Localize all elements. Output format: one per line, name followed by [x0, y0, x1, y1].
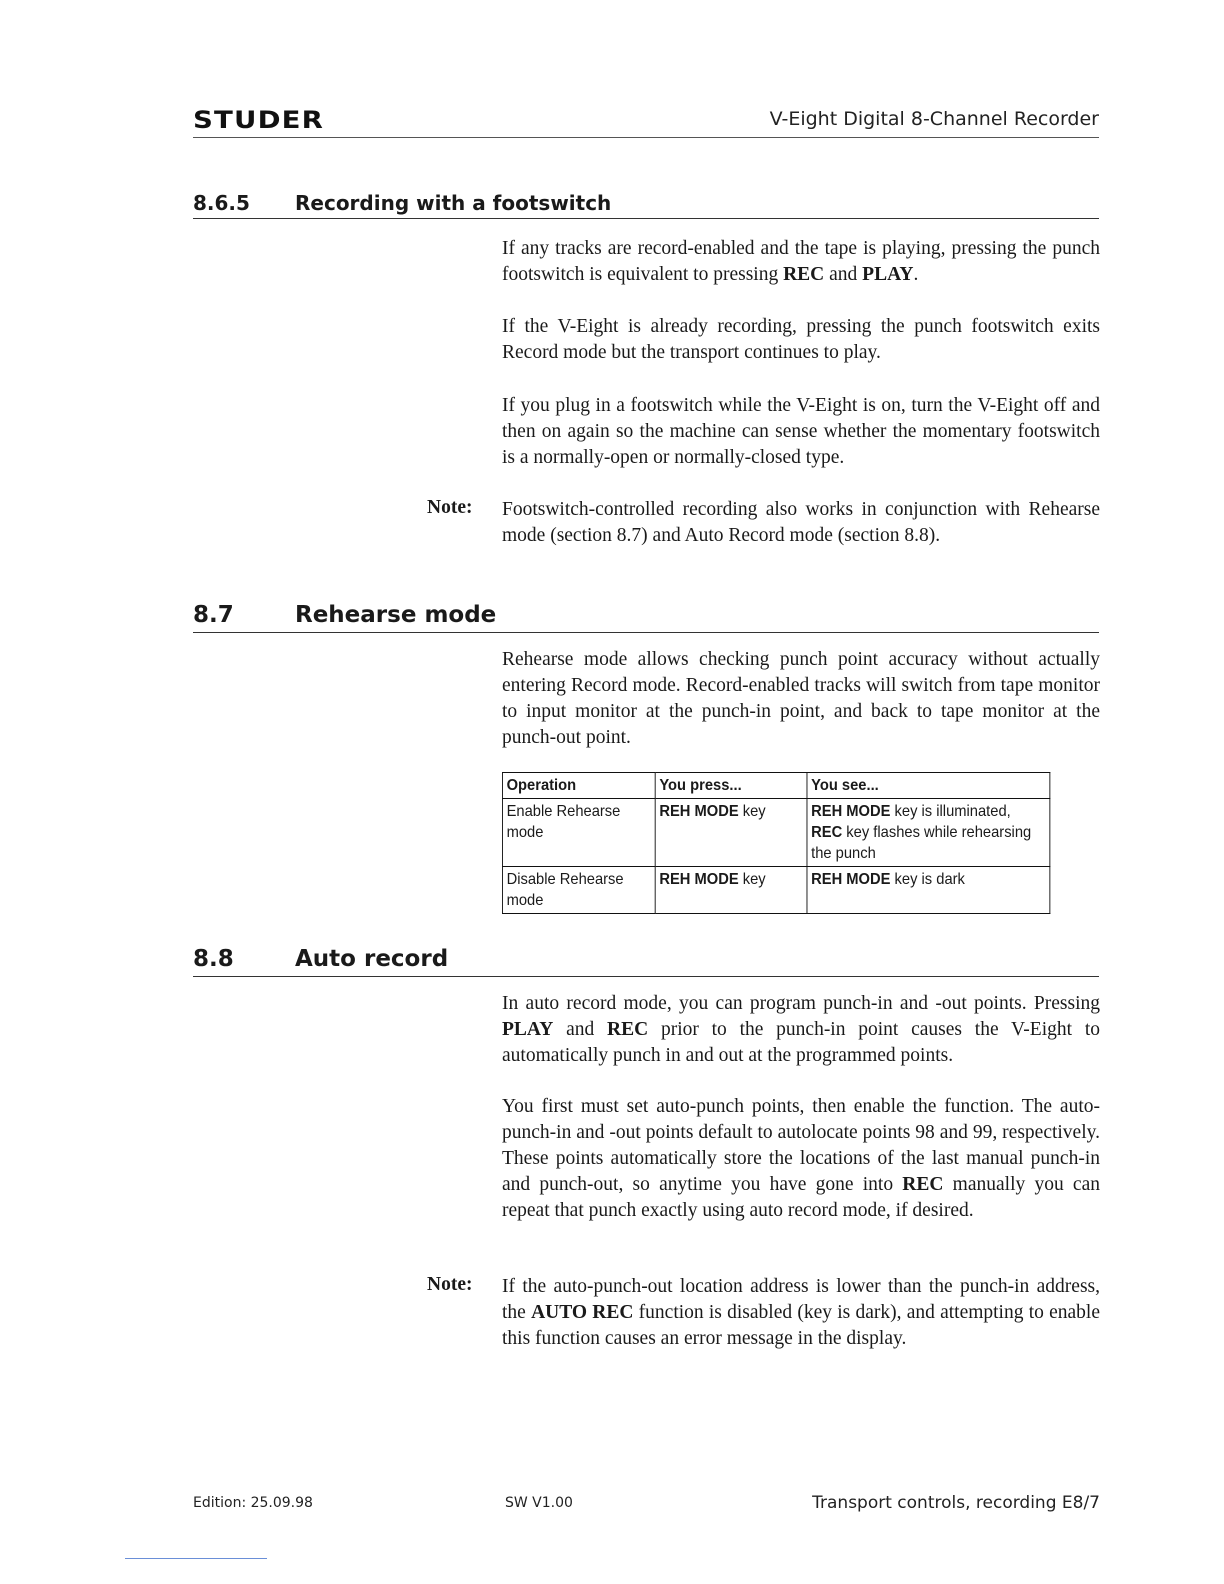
paragraph: If you plug in a footswitch while the V-Eight is on, turn the V-Eight off and then on again so the machine can sense whether the momentary footswitch is a normally-open or normally-closed type.: [502, 395, 1100, 468]
paragraph: In auto record mode, you can program punch-in and -out points. Pressing PLAY and REC prior to the punch-in point causes the V-Eight to automatically punch in and out at the programmed points.: [502, 993, 1100, 1066]
bottom-edge-line: [125, 1558, 267, 1559]
section-number-8-6-5: 8.6.5: [193, 191, 250, 215]
note-label: Note:: [427, 497, 473, 518]
note-text: If the auto-punch-out location address is lower than the punch-in address, the AUTO REC function is disabled (key is dark), and attempting to enable this function causes an error message in the display.: [502, 1276, 1100, 1349]
table-cell: REH MODE key is illuminated, REC key flashes while rehearsing the punch: [807, 799, 1050, 867]
table-cell: REH MODE key: [655, 799, 807, 867]
table-row: [502, 867, 1049, 914]
section-title-auto-record: Auto record: [295, 946, 449, 972]
table-cell: Enable Rehearse mode: [502, 799, 655, 867]
table-header-cell: You press...: [655, 773, 807, 799]
paragraph: If the V-Eight is already recording, pressing the punch footswitch exits Record mode but the transport continues to play.: [502, 316, 1100, 363]
section-rule: [193, 976, 1099, 977]
footer-edition: Edition: 25.09.98: [193, 1495, 313, 1511]
paragraph: You first must set auto-punch points, then enable the function. The auto-punch-in and -out points default to autolocate points 98 and 99, respectively. These points automatically store the locations of the last manual punch-in and punch-out, so anytime you have gone into REC manually you can repeat that punch exactly using auto record mode, if desired.: [502, 1096, 1100, 1221]
table-cell: REH MODE key is dark: [807, 867, 1050, 914]
studer-logo: STUDER: [193, 106, 325, 134]
paragraph: Rehearse mode allows checking punch point accuracy without actually entering Record mode. Record-enabled tracks will switch from tape monitor to input monitor at the punch-in point, and back to tape monitor at the punch-out point.: [502, 649, 1100, 748]
note-label: Note:: [427, 1274, 473, 1295]
table-row: [502, 799, 1049, 867]
footer-software-version: SW V1.00: [505, 1495, 573, 1511]
section-number-8-7: 8.7: [193, 602, 234, 628]
section-title-footswitch: Recording with a footswitch: [295, 191, 612, 215]
section-title-rehearse: Rehearse mode: [295, 602, 497, 628]
table-header-row: [502, 773, 1049, 799]
section-number-8-8: 8.8: [193, 946, 234, 972]
section-rule: [193, 632, 1099, 633]
header-rule: [193, 137, 1099, 138]
rehearse-operations-table: [502, 772, 1050, 914]
table-header-cell: You see...: [807, 773, 1050, 799]
document-title: V-Eight Digital 8-Channel Recorder: [769, 108, 1099, 130]
table-cell: REH MODE key: [655, 867, 807, 914]
section-rule: [193, 218, 1099, 219]
footer-page-label: Transport controls, recording E8/7: [812, 1493, 1100, 1513]
paragraph: If any tracks are record-enabled and the tape is playing, pressing the punch footswitch is equivalent to pressing REC and PLAY.: [502, 238, 1100, 285]
table-cell: Disable Rehearse mode: [502, 867, 655, 914]
table-header-cell: Operation: [502, 773, 655, 799]
note-text: Footswitch-controlled recording also works in conjunction with Rehearse mode (section 8.7) and Auto Record mode (section 8.8).: [502, 499, 1100, 546]
